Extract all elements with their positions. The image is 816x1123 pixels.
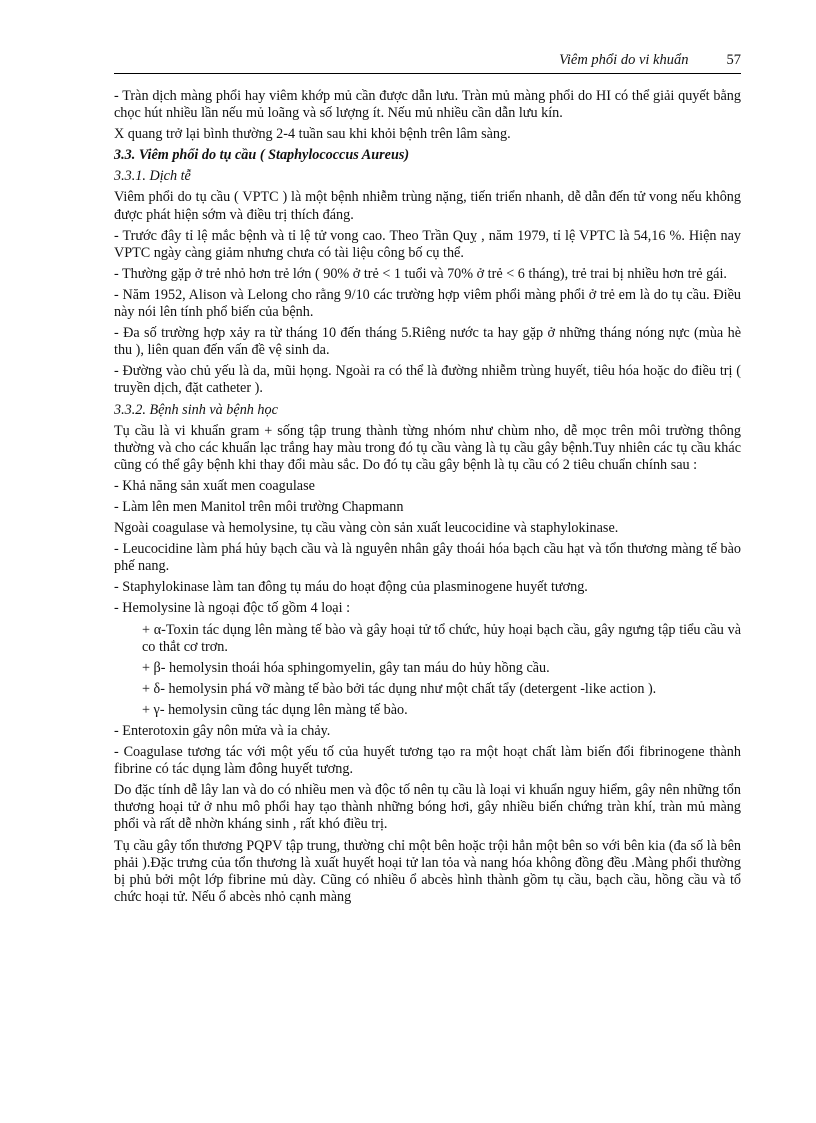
paragraph: - Tràn dịch màng phổi hay viêm khớp mủ cần được dẫn lưu. Tràn mủ màng phổi do HI có thể giải quyết bằng chọc hút nhiều lần nếu mủ loãng và số lượng ít. Nếu mủ nhiều cần dẫn lưu kín. (114, 88, 741, 122)
header-title: Viêm phổi do vi khuẩn (559, 52, 689, 68)
paragraph: Tụ cầu là vi khuẩn gram + sống tập trung thành từng nhóm như chùm nho, dễ mọc trên môi trường thông thường và cho các khuẩn lạc trắng hay màu trong đó tụ cầu vàng là tụ cầu gây bệnh.Tuy nhiên các tụ cầu khác cũng có thể gây bệnh khi thay đổi màu sắc. Do đó tụ cầu gây bệnh là tụ cầu có 2 tiêu chuẩn chính sau : (114, 422, 741, 473)
paragraph: - Thường gặp ở trẻ nhỏ hơn trẻ lớn ( 90% ở trẻ < 1 tuổi và 70% ở trẻ < 6 tháng), trẻ trai bị nhiều hơn trẻ gái. (114, 265, 727, 282)
paragraph: Do đặc tính dễ lây lan và do có nhiều men và độc tố nên tụ cầu là loại vi khuẩn nguy hiểm, gây nên những tổn thương hoại tử ở nhu mô phổi hay tạo thành những bóng hơi, gây nhiều biến chứng tràn khí, tràn mủ màng phổi và rất dễ nhờn kháng sinh , rất khó điều trị. (114, 782, 741, 833)
paragraph: Ngoài coagulase và hemolysine, tụ cầu vàng còn sản xuất leucocidine và staphylokinase. (114, 520, 619, 537)
indented-item: + δ- hemolysin phá vỡ màng tế bào bởi tác dụng như một chất tẩy (detergent -like action ). (142, 680, 657, 697)
section-heading: 3.3. Viêm phổi do tụ cầu ( Staphylococcus Aureus) (114, 147, 410, 164)
paragraph: - Leucocidine làm phá hủy bạch cầu và là nguyên nhân gây thoái hóa bạch cầu hạt và tổn thương màng tế bào phế nang. (114, 541, 741, 575)
paragraph: - Trước đây tỉ lệ mắc bệnh và tỉ lệ tử vong cao. Theo Trần Quỵ , năm 1979, tỉ lệ VPTC là 54,16 %. Hiện nay VPTC ngày càng giảm nhưng chưa có tài liệu công bố cụ thể. (114, 227, 741, 261)
paragraph: - Staphylokinase làm tan đông tụ máu do hoạt động của plasminogene huyết tương. (114, 579, 588, 596)
indented-item: + α-Toxin tác dụng lên màng tế bào và gây hoại tử tổ chức, hủy hoại bạch cầu, gây ngưng tập tiểu cầu và co thắt cơ trơn. (142, 621, 741, 655)
subsection-heading: 3.3.1. Dịch tễ (114, 168, 191, 185)
running-header (114, 52, 741, 74)
paragraph: Tụ cầu gây tổn thương PQPV tập trung, thường chỉ một bên hoặc trội hẳn một bên so với bên kia (đa số là bên phải ).Đặc trưng của tổn thương là xuất huyết hoại tử lan tỏa và nang hóa không đồng đều .Màng phổi thường bị phủ bởi một lớp fibrine mủ dày. Cũng có nhiều ổ abcès hình thành gồm tụ cầu, bạch cầu, hồng cầu và tổ chức hoại tử. Nếu ổ abcès nhỏ cạnh màng (114, 837, 741, 905)
page-number: 57 (726, 52, 741, 68)
paragraph: - Đường vào chủ yếu là da, mũi họng. Ngoài ra có thể là đường nhiễm trùng huyết, tiêu hóa hoặc do điều trị ( truyền dịch, đặt catheter ). (114, 363, 741, 397)
paragraph: - Hemolysine là ngoại độc tố gồm 4 loại : (114, 600, 351, 617)
indented-item: + γ- hemolysin cũng tác dụng lên màng tế bào. (142, 701, 408, 718)
body-text (114, 88, 741, 906)
paragraph: Viêm phổi do tụ cầu ( VPTC ) là một bệnh nhiễm trùng nặng, tiến triển nhanh, dễ dẫn đến tử vong nếu không được phát hiện sớm và điều trị thích đáng. (114, 189, 741, 223)
paragraph: X quang trở lại bình thường 2-4 tuần sau khi khỏi bệnh trên lâm sàng. (114, 126, 511, 143)
subsection-heading: 3.3.2. Bệnh sinh và bệnh học (114, 401, 278, 418)
paragraph: - Coagulase tương tác với một yếu tố của huyết tương tạo ra một hoạt chất làm biến đổi fibrinogene thành fibrine có tác dụng làm đông huyết tương. (114, 744, 741, 778)
paragraph: - Làm lên men Manitol trên môi trường Chapmann (114, 498, 404, 515)
paragraph: - Đa số trường hợp xảy ra từ tháng 10 đến tháng 5.Riêng nước ta hay gặp ở những tháng nóng nực (mùa hè thu ), liên quan đến vấn đề vệ sinh da. (114, 325, 741, 359)
indented-item: + β- hemolysin thoái hóa sphingomyelin, gây tan máu do hủy hồng cầu. (142, 659, 550, 676)
paragraph: - Enterotoxin gây nôn mửa và ỉa chảy. (114, 723, 331, 739)
document-page (114, 52, 741, 910)
paragraph: - Khả năng sản xuất men coagulase (114, 477, 315, 494)
paragraph: - Năm 1952, Alison và Lelong cho rằng 9/10 các trường hợp viêm phổi màng phổi ở trẻ em là do tụ cầu. Điều này nói lên tính phổ biến của bệnh. (114, 286, 741, 321)
